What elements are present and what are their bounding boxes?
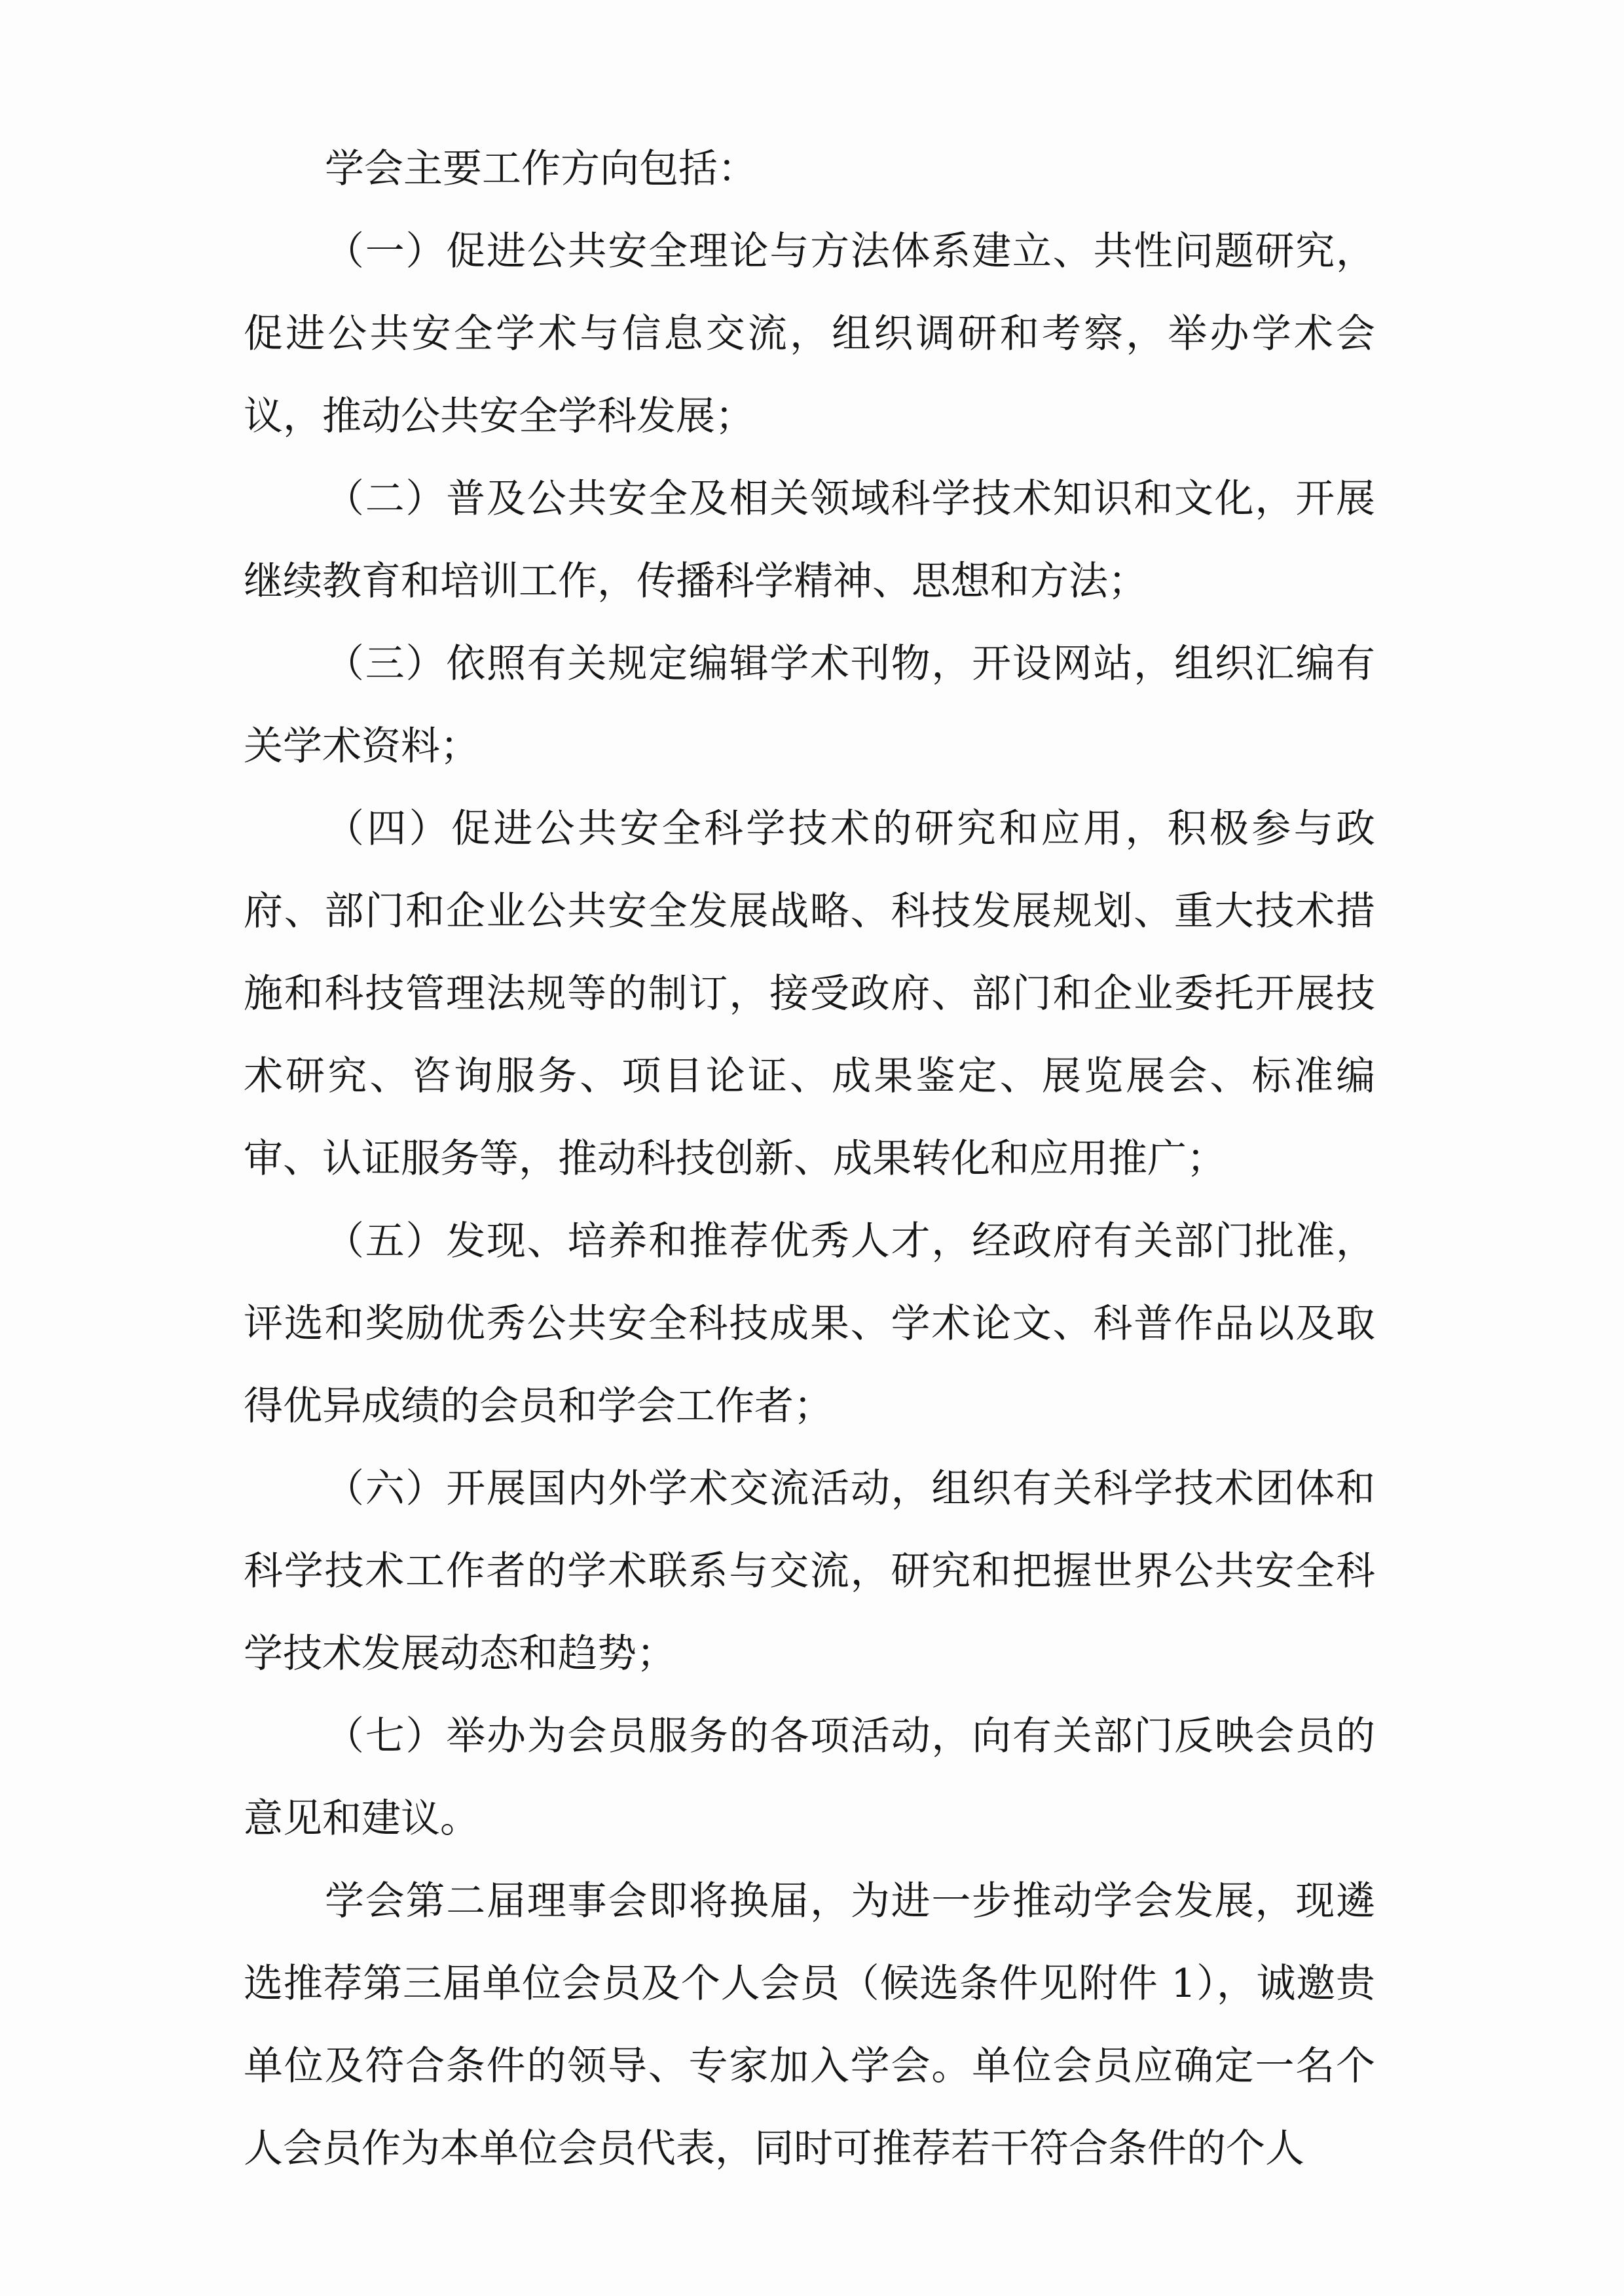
paragraph-intro: 学会主要工作方向包括： xyxy=(325,146,757,192)
paragraph-invitation: 学会第二届理事会即将换届，为进一步推动学会发展，现遴选推荐第三届单位会员及个人会员（候选条件见附件 1），诚邀贵单位及符合条件的领导、专家加入学会。单位会员应确定一名个人会员作为本单位会员代表，同时可推荐若干符合条件的个人 xyxy=(244,1878,1375,2172)
paragraph-item-7: （七）举办为会员服务的各项活动，向有关部门反映会员的意见和建议。 xyxy=(244,1713,1375,1842)
paragraph-item-3: （三）依照有关规定编辑学术刊物，开设网站，组织汇编有关学术资料； xyxy=(244,641,1375,769)
document-body xyxy=(244,128,1375,2190)
paragraph-item-5: （五）发现、培养和推荐优秀人才，经政府有关部门批准，评选和奖励优秀公共安全科技成果、学术论文、科普作品以及取得优异成绩的会员和学会工作者； xyxy=(244,1218,1375,1429)
paragraph-item-1: （一）促进公共安全理论与方法体系建立、共性问题研究，促进公共安全学术与信息交流，组织调研和考察，举办学术会议，推动公共安全学科发展； xyxy=(244,228,1375,439)
paragraph-item-2: （二）普及公共安全及相关领域科学技术知识和文化，开展继续教育和培训工作，传播科学精神、思想和方法； xyxy=(244,476,1375,604)
paragraph-item-4: （四）促进公共安全科学技术的研究和应用，积极参与政府、部门和企业公共安全发展战略、科技发展规划、重大技术措施和科技管理法规等的制订，接受政府、部门和企业委托开展技术研究、咨询服务、项目论证、成果鉴定、展览展会、标准编审、认证服务等，推动科技创新、成果转化和应用推广； xyxy=(244,806,1375,1182)
paragraph-item-6: （六）开展国内外学术交流活动，组织有关科学技术团体和科学技术工作者的学术联系与交流，研究和把握世界公共安全科学技术发展动态和趋势； xyxy=(244,1466,1375,1677)
